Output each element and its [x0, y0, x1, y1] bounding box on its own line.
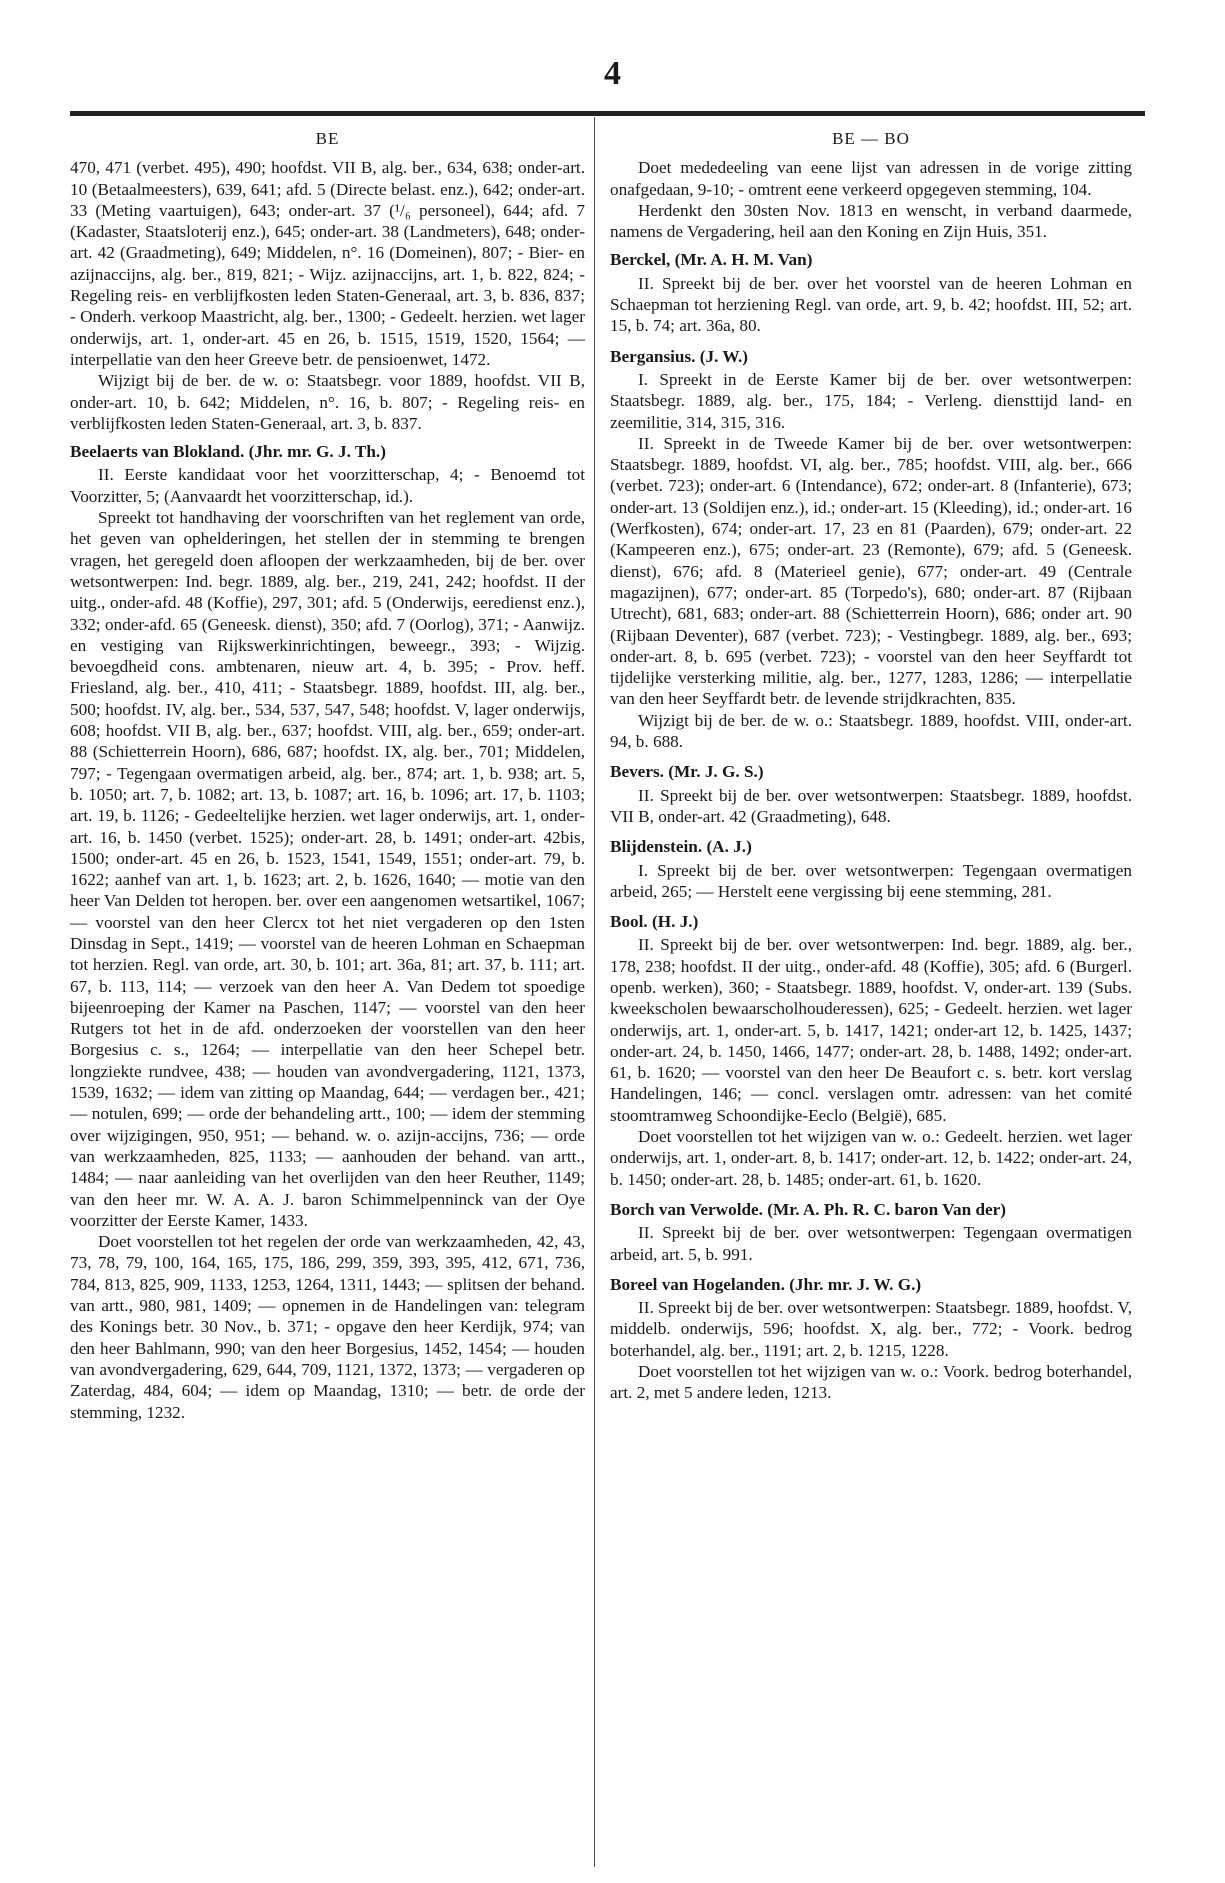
entry: [70, 441, 585, 1423]
entry-name: Boreel van Hogelanden. (Jhr. mr. J. W. G.): [610, 1274, 922, 1294]
entry: [610, 1199, 1132, 1265]
entry-name: Blijdenstein. (A. J.): [610, 837, 752, 857]
entry-name: Bevers. (Mr. J. G. S.): [610, 762, 764, 782]
left-intro: [70, 157, 585, 434]
entry: [610, 346, 1132, 753]
entry: [610, 1274, 1132, 1404]
entry: [610, 911, 1132, 1190]
left-para: Wijzigt bij de ber. de w. o: Staatsbegr. voor 1889, hoofdst. VII B, onder-art. 10, b. 642; Middelen, n°. 16, b. 807; - Regeling reis- en verblijfkosten leden Staten-Generaal, art. 3, b. 837.: [70, 371, 585, 433]
entry-name: Borch van Verwolde. (Mr. A. Ph. R. C. baron Van der): [610, 1199, 1006, 1219]
entry-para: Doet voorstellen tot het wijzigen van w. o.: Voork. bedrog boterhandel, art. 2, met 5 andere leden, 1213.: [610, 1362, 1132, 1403]
entry-name: Beelaerts van Blokland. (Jhr. mr. G. J. Th.): [70, 442, 386, 462]
right-intro: [610, 157, 1132, 242]
entry-para: II. Spreekt bij de ber. over wetsontwerpen: Staatsbegr. 1889, hoofdst. VII B, onder-art. 42 (Graadmeting), 648.: [610, 785, 1132, 826]
right-column-header: BE — BO: [832, 129, 910, 148]
entry-para: II. Spreekt bij de ber. over het voorstel van de heeren Lohman en Schaepman tot herziening Regl. van orde, art. 9, b. 42; hoofdst. III, 52; art. 15, b. 74; art. 36a, 80.: [610, 273, 1132, 336]
entry-para: Wijzigt bij de ber. de w. o.: Staatsbegr. 1889, hoofdst. VIII, onder-art. 94, b. 688.: [610, 710, 1132, 752]
entry-name: Bergansius. (J. W.): [610, 346, 749, 366]
entry: [610, 249, 1132, 336]
left-column: [70, 128, 585, 1432]
entry-para: II. Spreekt bij de ber. over wetsontwerpen: Ind. begr. 1889, alg. ber., 178, 238; hoofdst. II der uitg., onder-afd. 48 (Koffie), 305; afd. 6 (Burgerl. openb. werken), 360; - Staatsbegr. 1889, hoofdst. V, onder-art. 139 (Subs. kweekscholen bewaarscholhouderessen), 625; - Gedeelt. herzien. wet lager onderwijs, art. 1, onder-art. 5, b. 1417, 1421; onder-art 12, b. 1425, 1437; onder-art. 24, b. 1450, 1466, 1477; onder-art. 28, b. 1488, 1492; onder-art. 61, b. 1620; — voorstel van den heer De Beaufort c. s. betr. kort verslag Handelingen, 146; — concl. verslagen omtr. adressen: van het comité stoomtramweg Schoondijke-Eeclo (België), 685.: [610, 935, 1132, 1125]
entry-para: I. Spreekt bij de ber. over wetsontwerpen: Tegengaan overmatigen arbeid, 265; — Herstelt eene vergissing bij eene stemming, 281.: [610, 860, 1132, 901]
right-para: Doet mededeeling van eene lijst van adressen in de vorige zitting onafgedaan, 9-10; - omtrent eene verkeerd opgegeven stemming, 104.: [610, 158, 1132, 199]
entry-para: II. Spreekt in de Tweede Kamer bij de ber. over wetsontwerpen: Staatsbegr. 1889, hoofdst. VI, alg. ber., 785; hoofdst. VIII, alg. ber., 666 (verbet. 723); onder-art. 6 (Intendance), 672; onder-art. 8 (Infanterie), 673; onder-art. 13 (Soldijen enz.), id.; onder-art. 15 (Kleeding), id.; onder-art. 16 (Werfkosten), 674; onder-art. 17, 23 en 81 (Paarden), 679; onder-art. 22 (Kampeeren enz.), 675; onder-art. 23 (Remonte), 679; afd. 5 (Geneesk. dienst), 676; afd. 8 (Materieel genie), 677; onder-art. 49 (Centrale magazijnen), 677; onder-art. 85 (Torpedo's), 680; onder-art. 87 (Rijbaan Utrecht), 681, 683; onder-art. 88 (Schietterrein Hoorn), 686; onder art. 90 (Rijbaan Deventer), 687 (verbet. 723); - Vestingbegr. 1889, alg. ber., 693; onder-art. 8, b. 695 (verbet. 723); - voorstel van den heer Seyffardt tot tijdelijke versterking militie, alg. ber., 1277, 1283, 1286; — interpellatie van den heer Seyffardt betr. de levende strijdkrachten, 835.: [610, 433, 1132, 709]
entry-para: II. Spreekt bij de ber. over wetsontwerpen: Staatsbegr. 1889, hoofdst. V, middelb. onderwijs, 596; hoofdst. X, alg. ber., 772; - Voork. bedrog boterhandel, alg. ber., 1191; art. 2, b. 1215, 1228.: [610, 1298, 1132, 1360]
entry-para: Doet voorstellen tot het regelen der orde van werkzaamheden, 42, 43, 73, 78, 79, 100, 164, 165, 175, 186, 299, 359, 393, 395, 412, 671, 736, 784, 813, 825, 909, 1133, 1253, 1264, 1311, 1443; — splitsen der behand. van artt., 980, 981, 1409; — opnemen in de Handelingen van: telegram des Konings betr. 30 Nov., b. 371; - opgave den heer Kerdijk, 974; van den heer Bahlmann, 990; van den heer Borgesius, 1452, 1454; — houden van avondvergadering, 629, 644, 709, 1121, 1372, 1373; — vergaderen op Zaterdag, 484, 604; — idem op Maandag, 1310; — betr. de orde der stemming, 1232.: [70, 1232, 585, 1422]
entry-para: II. Eerste kandidaat voor het voorzitterschap, 4; - Benoemd tot Voorzitter, 5; (Aanvaardt het voorzitterschap, id.).: [70, 465, 585, 506]
entry-para: I. Spreekt in de Eerste Kamer bij de ber. over wetsontwerpen: Staatsbegr. 1889, alg. ber., 175, 184; - Verleng. diensttijd land- en zeemilitie, 314, 315, 316.: [610, 369, 1132, 432]
entry: [610, 761, 1132, 827]
left-column-header: BE: [315, 129, 340, 148]
left-para: 470, 471 (verbet. 495), 490; hoofdst. VII B, alg. ber., 634, 638; onder-art. 10 (Betaalmeesters), 639, 641; afd. 5 (Directe belast. enz.), 642; onder-art. 33 (Meting vaartuigen), 643; onder-art. 37 (¹/₆ personeel), 644; afd. 7 (Kadaster, Staatsloterij enz.), 645; onder-art. 38 (Landmeters), 648; onder-art. 42 (Graadmeting), 649; Middelen, n°. 16 (Domeinen), 807; - Bier- en azijnaccijns, alg. ber., 819, 821; - Wijz. azijnaccijns, art. 1, b. 822, 824; - Regeling reis- en verblijfkosten leden Staten-Generaal, art. 3, b. 836, 837; - Onderh. verkoop Maastricht, alg. ber., 1300; - Gedeelt. herzien. wet lager onderwijs, art. 1, onder-art. 45 en 26, b. 1515, 1519, 1520, 1564; — interpellatie van den heer Greeve betr. de pensioenwet, 1472.: [70, 158, 585, 369]
entry: [610, 836, 1132, 902]
header-rule: [70, 111, 1145, 116]
right-para: Herdenkt den 30sten Nov. 1813 en wenscht, in verband daarmede, namens de Vergadering, heil aan den Koning en Zijn Huis, 351.: [610, 200, 1132, 242]
entry-para: Doet voorstellen tot het wijzigen van w. o.: Gedeelt. herzien. wet lager onderwijs, art. 1, onder-art. 8, b. 1417; onder-art. 12, b. 1422; onder-art. 24, b. 1450; onder-art. 28, b. 1485; onder-art. 61, b. 1620.: [610, 1127, 1132, 1189]
right-column: [610, 128, 1132, 1413]
entry-para: II. Spreekt bij de ber. over wetsontwerpen: Tegengaan overmatigen arbeid, art. 5, b. 991.: [610, 1223, 1132, 1264]
page-number: 4: [604, 55, 621, 92]
column-divider: [594, 117, 595, 1867]
entry-para: Spreekt tot handhaving der voorschriften van het reglement van orde, het geven van ophelderingen, het stellen der in stemming te brengen vragen, het geregeld doen afloopen der werkzaamheden, bij de ber. over wetsontwerpen: Ind. begr. 1889, alg. ber., 219, 241, 242; hoofdst. II der uitg., onder-afd. 48 (Koffie), 297, 301; afd. 5 (Onderwijs, eeredienst enz.), 332; onder-afd. 65 (Geneesk. dienst), 350; afd. 7 (Oorlog), 371; - Aanwijz. en vestiging van Rijkswerkinrichtingen, beweegr., 393; - Wijzig. bevoegdheid cons. ambtenaren, nieuw art. 4, b. 395; - Prov. heff. Friesland, alg. ber., 410, 411; - Staatsbegr. 1889, hoofdst. III, alg. ber., 500; hoofdst. IV, alg. ber., 534, 537, 547, 548; hoofdst. V, lager onderwijs, 608; hoofdst. VII B, alg. ber., 637; hoofdst. VIII, alg. ber., 659; onder-art. 88 (Schietterrein Hoorn), 686, 687; hoofdst. IX, alg. ber., 701; Middelen, 797; - Tegengaan overmatigen arbeid, alg. ber., 874; art. 1, b. 938; art. 5, b. 1050; art. 7, b. 1082; art. 13, b. 1087; art. 16, b. 1096; art. 17, b. 1103; art. 19, b. 1126; - Gedeeltelijke herzien. wet lager onderwijs, art. 1, onder-art. 16, b. 1450 (verbet. 1525); onder-art. 28, b. 1491; onder-art. 42bis, 1500; onder-art. 45 en 26, b. 1523, 1541, 1549, 1551; onder-art. 79, b. 1622; aanhef van art. 1, b. 1623; art. 2, b. 1626, 1640; — motie van den heer Van Delden tot heropen. ber. over een aangenomen wetsartikel, 1067; — voorstel van den heer Clercx tot het niet vergaderen op den 1sten Dinsdag in Sept., 1419; — voorstel van de heeren Lohman en Schaepman tot herzien. Regl. van orde, art. 30, b. 101; art. 36a, 81; art. 37, b. 111; art. 67, b. 113, 114; — verzoek van den heer A. Van Dedem tot spoedige bijeenroeping der Kamer na Paschen, 1147; — voorstel van den heer Rutgers tot het in de afd. onderzoeken der voorstellen van den heer Borgesius c. s., 1264; — interpellatie van den heer Schepel betr. longziekte rundvee, 438; — houden van avondvergadering, 1121, 1373, 1539, 1632; — idem van zitting op Maandag, 644; — verdagen ber., 421; — notulen, 699; — orde der behandeling artt., 100; — idem der stemming over wijzigingen, 950, 951; — behand. w. o. azijn-accijns, 736; — orde van werkzaamheden, 825, 1133; — aanhouden der behand. van artt., 1484; — naar aanleiding van het overlijden van den heer Reuther, 1149; van den heer mr. W. A. A. J. baron Schimmelpenninck van der Oye voorzitter der Eerste Kamer, 1433.: [70, 508, 585, 1230]
entry-name: Berckel, (Mr. A. H. M. Van): [610, 250, 813, 270]
entry-name: Bool. (H. J.): [610, 912, 699, 932]
